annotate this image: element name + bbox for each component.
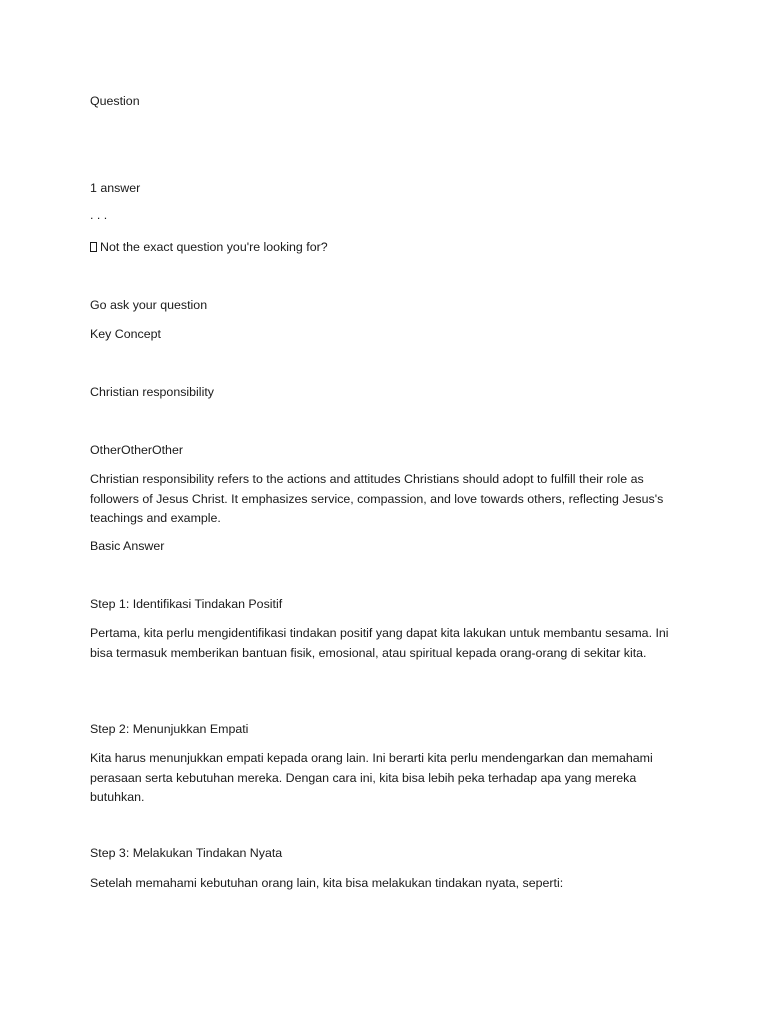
question-label: Question [90, 94, 140, 108]
answer-count: 1 answer [90, 181, 141, 195]
key-concept-description: Christian responsibility refers to the actions and attitudes Christians should adopt to fulfill their role as followers of Jesus Christ. It emphasizes service, compassion, and love towards others, reflecting Jesus's teachings and example. [90, 472, 664, 525]
ellipsis-text: . . . [90, 208, 108, 222]
key-concept-heading: Key Concept [90, 327, 161, 341]
missing-glyph-icon [90, 242, 97, 252]
key-concept-title: Christian responsibility [90, 385, 214, 399]
not-exact-question-line [90, 238, 680, 258]
category-tags: OtherOtherOther [90, 443, 183, 457]
step-2-title: Step 2: Menunjukkan Empati [90, 722, 249, 736]
step-1-body: Pertama, kita perlu mengidentifikasi tindakan positif yang dapat kita lakukan untuk membantu sesama. Ini bisa termasuk memberikan bantuan fisik, emosional, atau spiritual kepada orang-orang di sekitar kita. [90, 626, 669, 660]
document-page [90, 0, 680, 1024]
basic-answer-heading: Basic Answer [90, 539, 165, 553]
step-3-body: Setelah memahami kebutuhan orang lain, kita bisa melakukan tindakan nyata, seperti: [90, 876, 564, 890]
step-2-body: Kita harus menunjukkan empati kepada orang lain. Ini berarti kita perlu mendengarkan dan memahami perasaan serta kebutuhan mereka. Dengan cara ini, kita bisa lebih peka terhadap apa yang mereka butuhkan. [90, 751, 653, 804]
step-3-title: Step 3: Melakukan Tindakan Nyata [90, 846, 283, 860]
go-ask-text: Go ask your question [90, 298, 208, 312]
step-1-title: Step 1: Identifikasi Tindakan Positif [90, 597, 283, 611]
not-exact-question-text: Not the exact question you're looking for? [100, 240, 328, 254]
